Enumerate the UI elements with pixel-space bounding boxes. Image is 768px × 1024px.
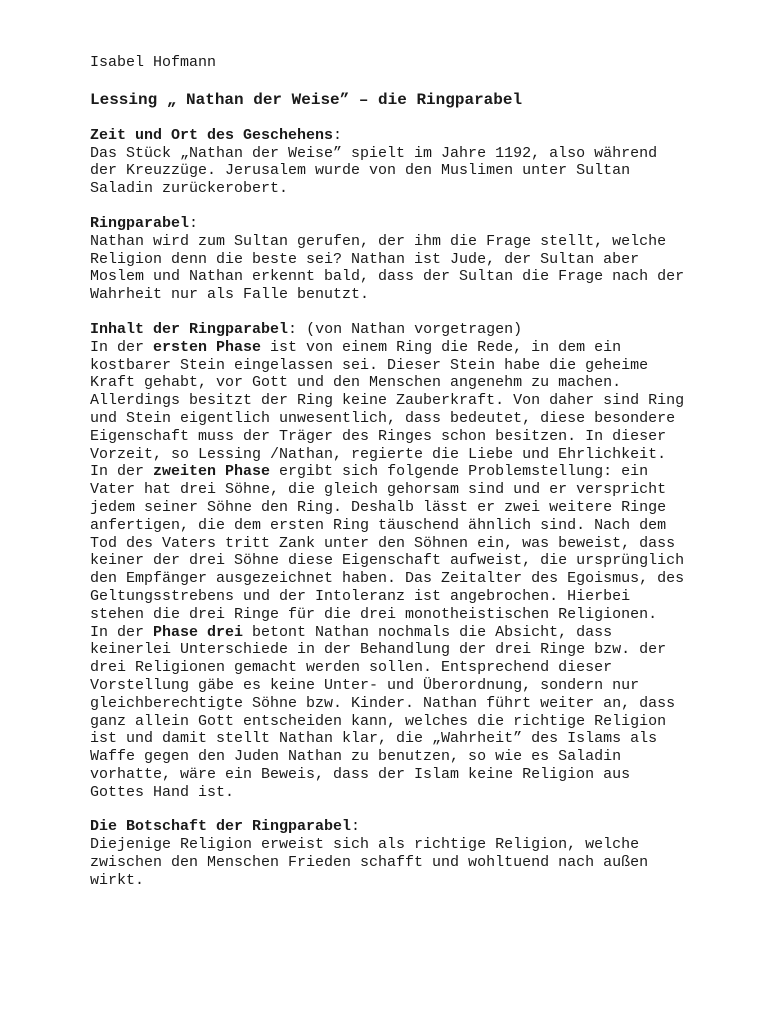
- phase-text: ist von einem Ring die Rede, in dem ein kostbarer Stein eingelassen sei. Dieser Stein habe die geheime Kraft gehabt, vor Gott und den Menschen angenehm zu machen. Allerdings besitzt der Ring keine Zauberkraft. Von daher sind Ring und Stein eigentlich unwesentlich, dass bedeutet, diese besondere Eigenschaft muss der Träger des Ringes schon besitzen. In dieser Vorzeit, so Lessing /Nathan, regierte die Liebe und Ehrlichkeit.: [90, 338, 685, 463]
- phase-prefix: In der: [90, 338, 154, 356]
- section-inhalt: [90, 321, 690, 802]
- phase-two-paragraph: [90, 463, 690, 623]
- section-heading: Inhalt der Ringparabel: [90, 320, 289, 338]
- section-ringparabel: [90, 215, 690, 304]
- phase-one-paragraph: [90, 339, 690, 464]
- phase-label: ersten Phase: [153, 338, 262, 356]
- document-title: Lessing „ Nathan der Weise” – die Ringparabel: [90, 90, 523, 109]
- phase-prefix: In der: [90, 623, 154, 641]
- section-heading-line: [90, 818, 690, 836]
- section-heading-line: [90, 127, 690, 145]
- phase-text: ergibt sich folgende Problemstellung: ein Vater hat drei Söhne, die gleich gehorsam sind und er verspricht jedem seiner Söhne den Ring. Deshalb lässt er zwei weitere Ringe anfertigen, die dem ersten Ring täuschend ähnlich sind. Nach dem Tod des Vaters tritt Zank unter den Söhnen ein, was beweist, dass keiner der drei Söhne diese Eigenschaft aufweist, die ursprünglich den Empfänger ausgezeichnet haben. Das Zeitalter des Egoismus, des Geltungsstrebens und der Intoleranz ist angebrochen. Hierbei stehen die drei Ringe für die drei monotheistischen Religionen.: [90, 463, 685, 623]
- heading-note: (von Nathan vorgetragen): [297, 320, 523, 338]
- heading-colon: :: [189, 214, 199, 232]
- heading-colon: :: [288, 320, 298, 338]
- phase-label: zweiten Phase: [153, 463, 271, 481]
- heading-colon: :: [351, 818, 361, 836]
- heading-colon: :: [333, 126, 343, 144]
- section-text: Das Stück „Nathan der Weise” spielt im Jahre 1192, also während der Kreuzzüge. Jerusalem wurde von den Muslimen unter Sultan Saladin zurückerobert.: [90, 144, 658, 198]
- section-heading: Zeit und Ort des Geschehens: [90, 126, 334, 144]
- section-zeit: [90, 127, 690, 198]
- section-text: Diejenige Religion erweist sich als richtige Religion, welche zwischen den Menschen Frieden schafft und wohltuend nach außen wirkt.: [90, 836, 649, 889]
- section-botschaft: [90, 818, 690, 889]
- section-heading-line: [90, 321, 690, 339]
- phase-label: Phase drei: [153, 623, 244, 641]
- section-heading: Ringparabel: [90, 214, 190, 232]
- section-text: Nathan wird zum Sultan gerufen, der ihm die Frage stellt, welche Religion denn die beste sei? Nathan ist Jude, der Sultan aber Moslem und Nathan erkennt bald, dass der Sultan die Frage nach der Wahrheit nur als Falle benutzt.: [90, 232, 685, 304]
- section-heading: Die Botschaft der Ringparabel: [90, 818, 352, 836]
- phase-prefix: In der: [90, 463, 154, 481]
- author-name: Isabel Hofmann: [90, 54, 217, 71]
- phase-text: betont Nathan nochmals die Absicht, dass keinerlei Unterschiede in der Behandlung der drei Ringe bzw. der drei Religionen gemacht werden sollen. Entsprechend dieser Vorstellung gäbe es keine Unter- und Überordnung, sondern nur gleichberechtigte Söhne bzw. Kinder. Nathan führt weiter an, dass ganz allein Gott entscheiden kann, welches die richtige Religion ist und damit stellt Nathan klar, die „Wahrheit” des Islams als Waffe gegen den Juden Nathan zu benutzen, so wie es Saladin vorhatte, wäre ein Beweis, dass der Islam keine Religion aus Gottes Hand ist.: [90, 623, 676, 801]
- section-heading-line: [90, 215, 690, 233]
- phase-three-paragraph: [90, 624, 690, 802]
- document-page: [90, 54, 690, 907]
